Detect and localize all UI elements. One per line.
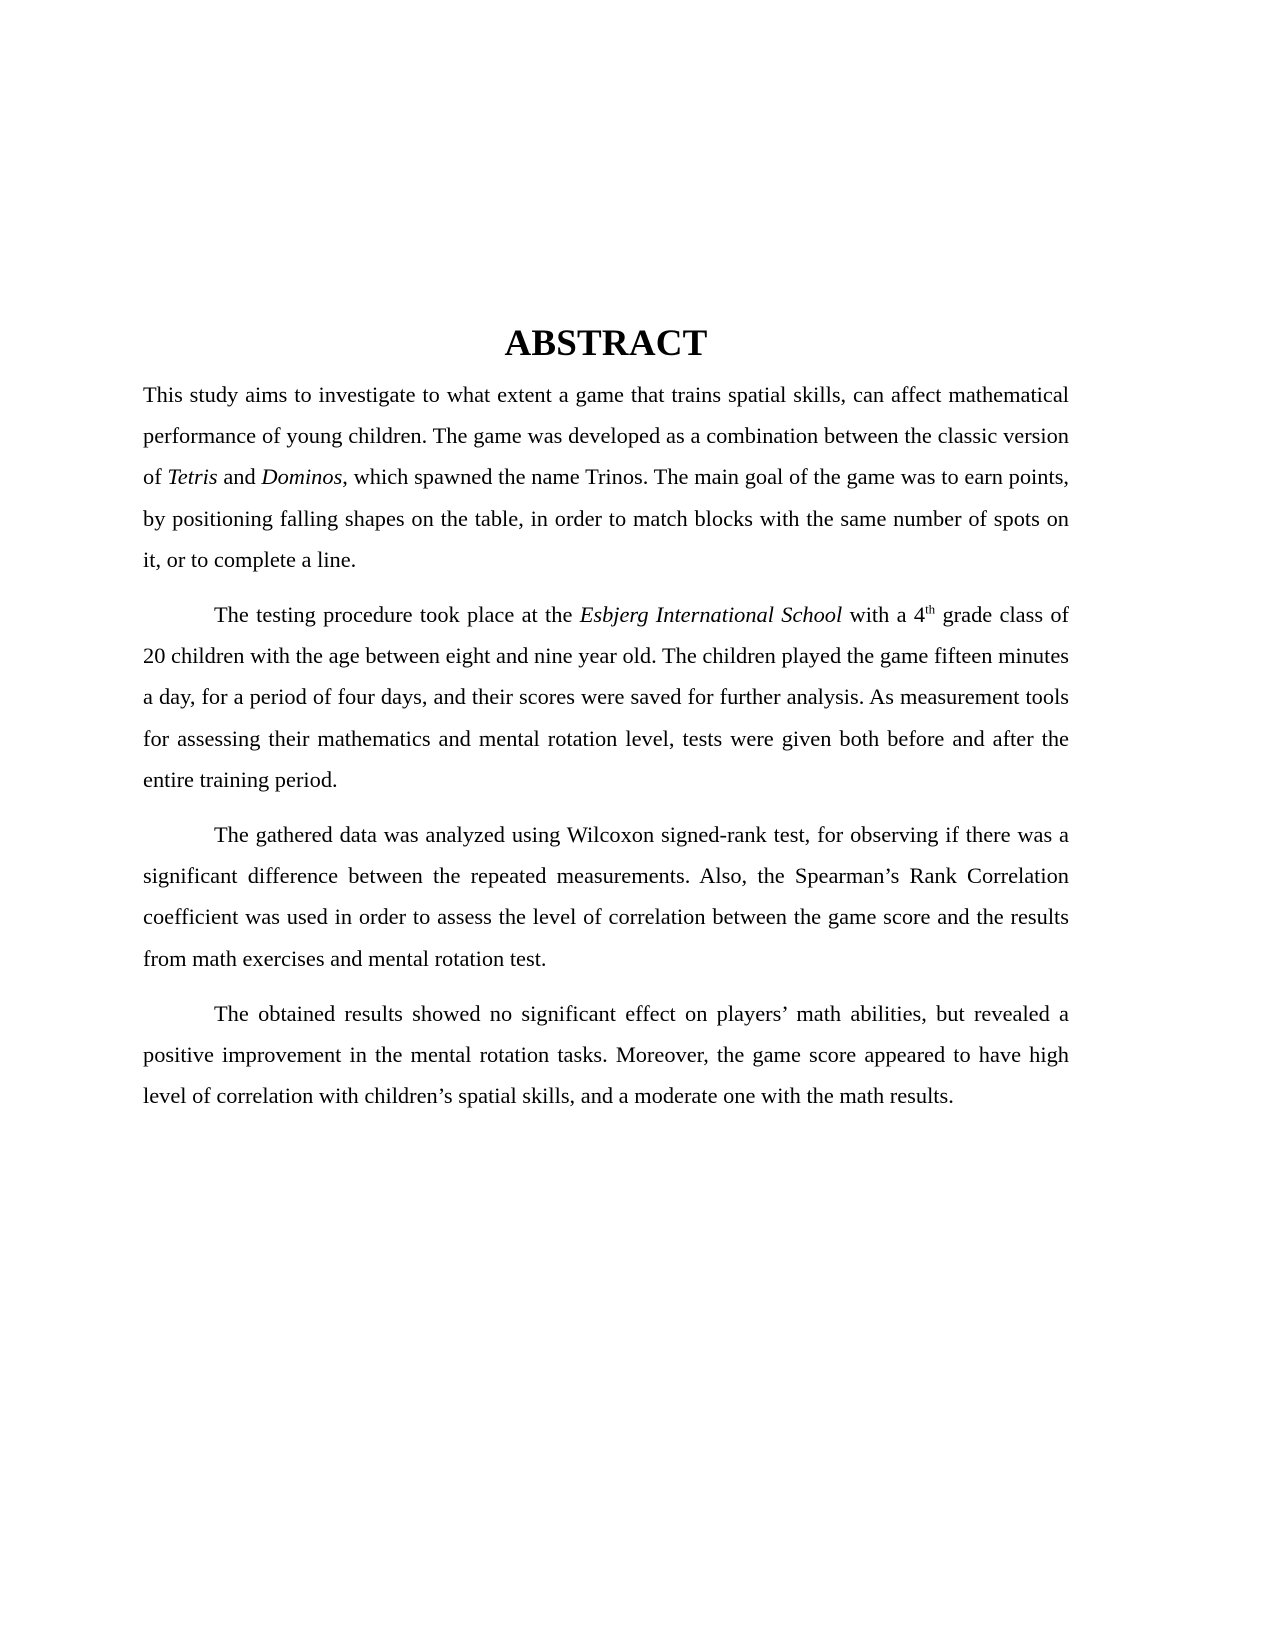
paragraph-3 xyxy=(143,814,1069,979)
text-segment: grade class of 20 children with the age between eight and nine year old. The children played the game fifteen minutes a day, for a period of four days, and their scores were saved for further analysis. As measurement tools for assessing their mathematics and mental rotation level, tests were given both before and after the entire training period. xyxy=(143,602,1069,792)
text-segment: The obtained results showed no significant effect on players’ math abilities, but revealed a positive improvement in the mental rotation tasks. Moreover, the game score appeared to have high level of correlation with children’s spatial skills, and a moderate one with the math results. xyxy=(143,1000,1069,1109)
text-segment: and xyxy=(217,464,262,490)
text-segment: with a 4 xyxy=(842,602,926,628)
text-segment-italic: Dominos xyxy=(261,464,343,490)
text-segment-italic: Tetris xyxy=(167,464,218,490)
text-segment: The testing procedure took place at the xyxy=(214,602,580,628)
text-segment: The gathered data was analyzed using Wilcoxon signed-rank test, for observing if there was a significant difference between the repeated measurements. Also, the Spearman’s Rank Correlation coefficient was used in order to assess the level of correlation between the game score and the results from math exercises and mental rotation test. xyxy=(143,822,1069,971)
ordinal-superscript: th xyxy=(925,601,936,617)
paragraph-4 xyxy=(143,993,1069,1117)
text-segment: This study aims to investigate to what extent a game that trains spatial skills, can affect mathematical performance of young children. The game was developed as a combination between the classic version of xyxy=(143,382,1069,490)
abstract-page xyxy=(143,322,1069,1130)
paragraph-1 xyxy=(143,374,1069,580)
text-segment-italic: Esbjerg International School xyxy=(579,602,843,628)
abstract-title: ABSTRACT xyxy=(504,323,708,364)
paragraph-2 xyxy=(143,594,1069,800)
text-segment: , which spawned the name Trinos. The main goal of the game was to earn points, by positioning falling shapes on the table, in order to match blocks with the same number of spots on it, or to complete a line. xyxy=(143,464,1070,572)
